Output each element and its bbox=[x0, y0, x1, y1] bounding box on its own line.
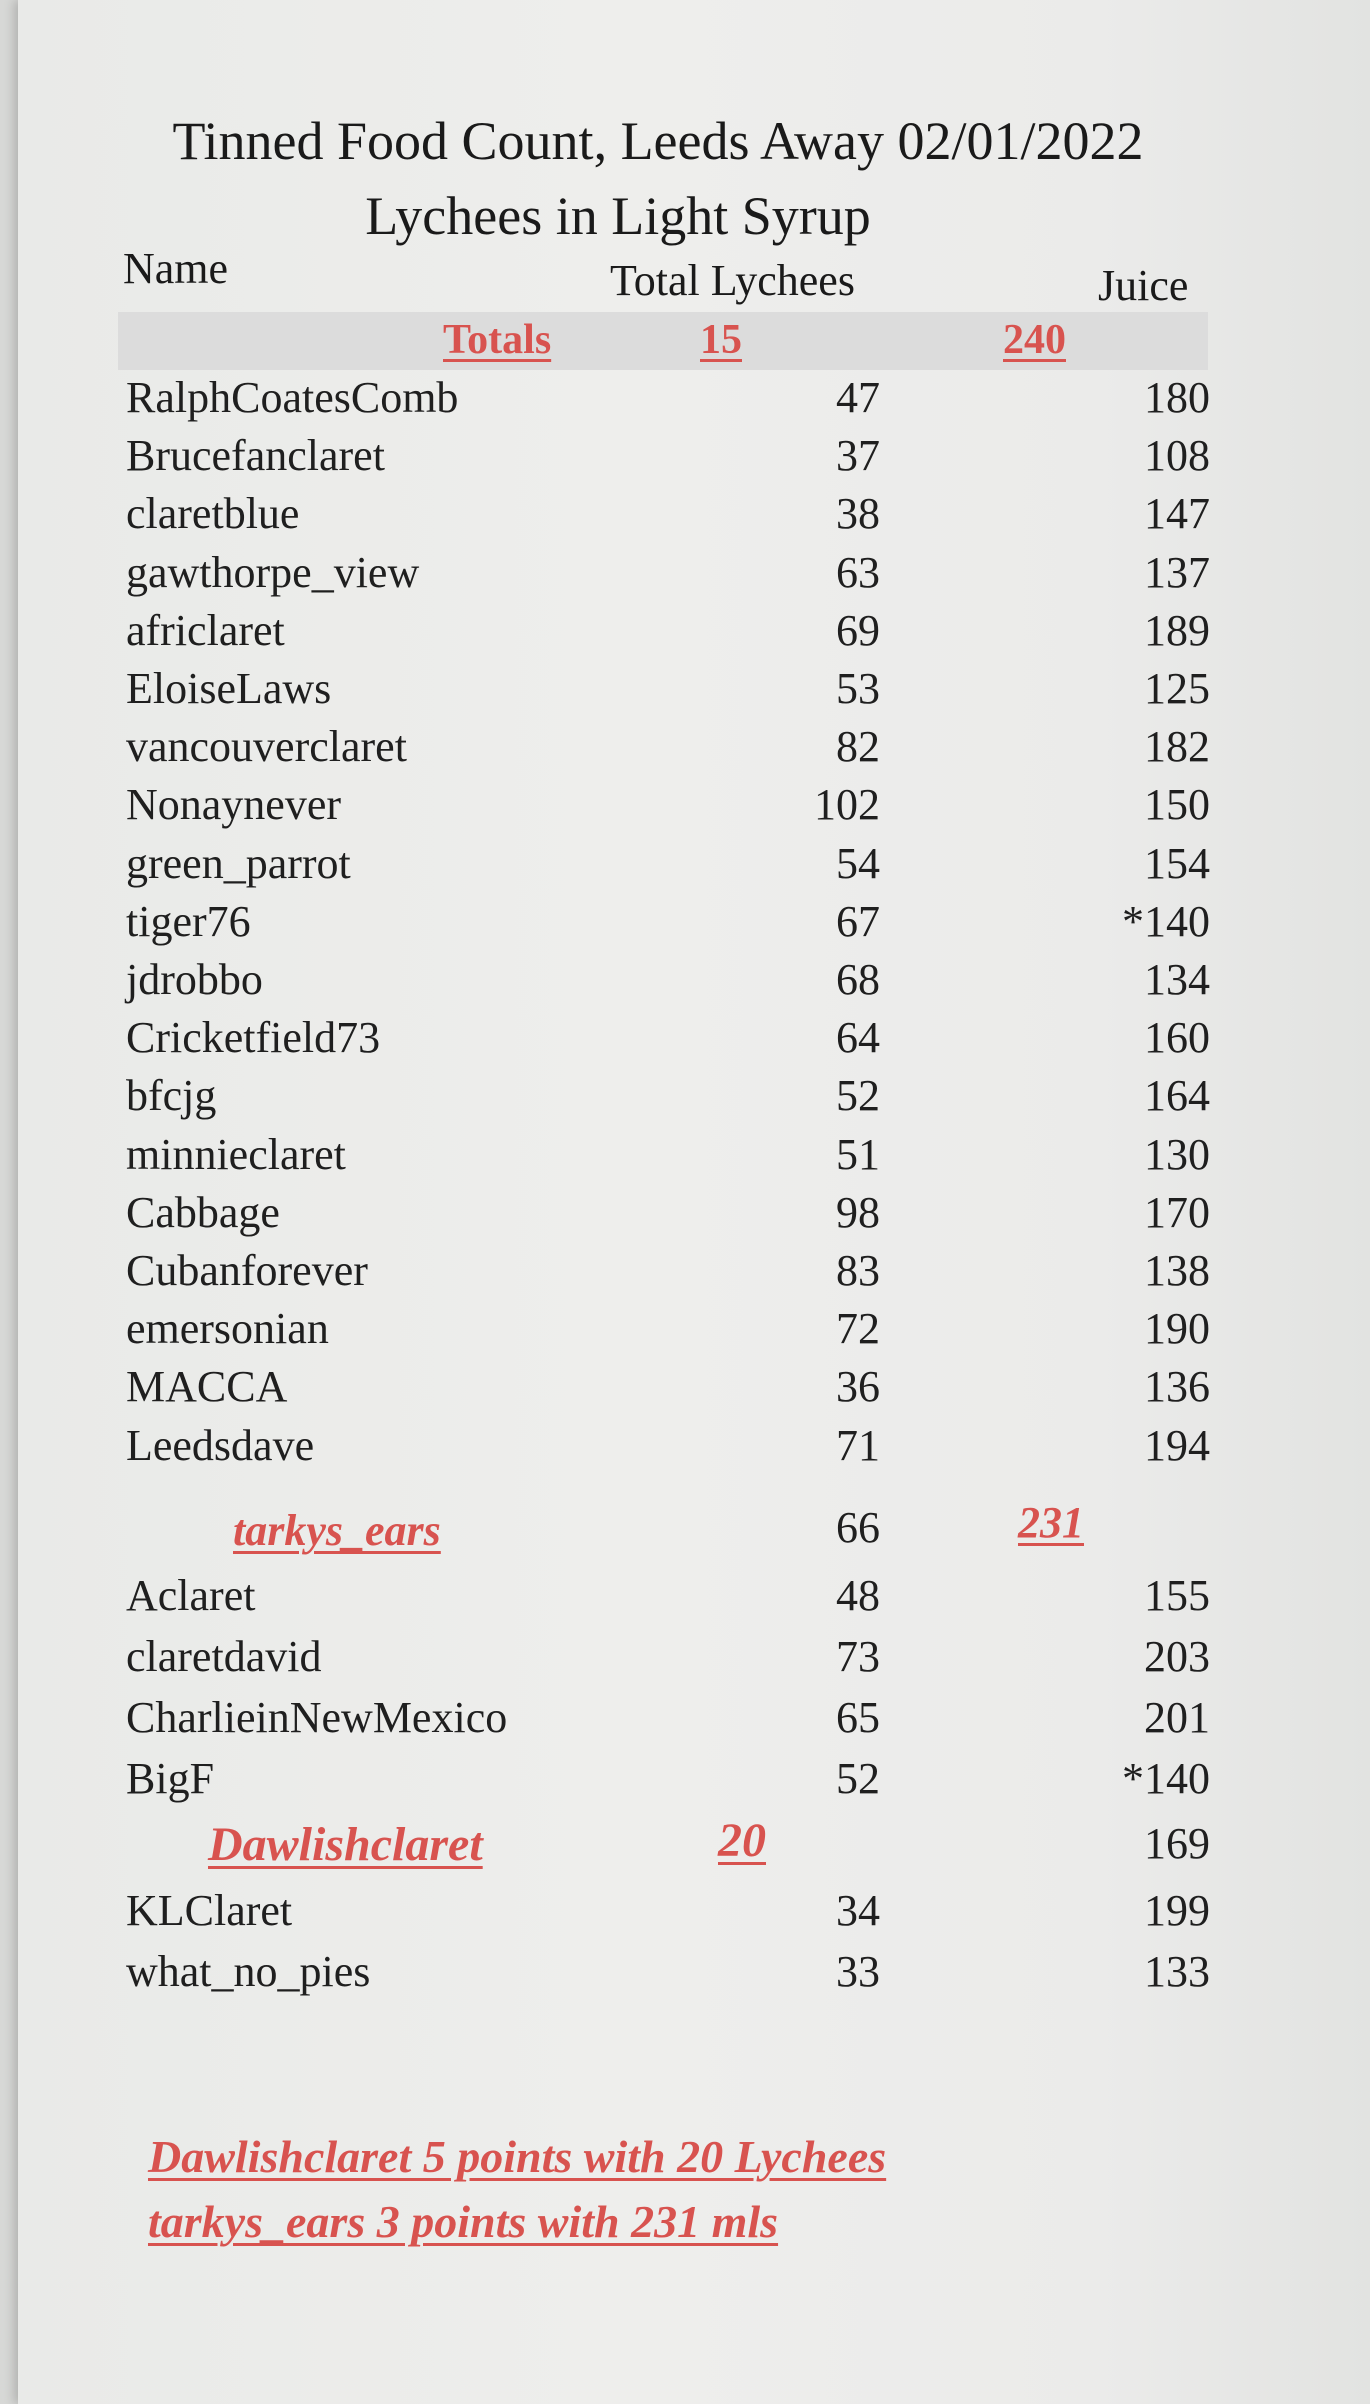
row-juice: 170 bbox=[1144, 1187, 1210, 1237]
row-name: tiger76 bbox=[126, 896, 251, 946]
row-juice: *140 bbox=[1122, 1754, 1210, 1803]
footer-result-2: tarkys_ears 3 points with 231 mls bbox=[148, 2196, 779, 2247]
row-juice: 138 bbox=[1144, 1246, 1210, 1295]
row-name: Leedsdave bbox=[126, 1420, 315, 1470]
row-lychees: 73 bbox=[836, 1632, 880, 1681]
row-juice: 203 bbox=[1144, 1632, 1210, 1681]
row-juice: 136 bbox=[1144, 1362, 1210, 1412]
table-row bbox=[18, 1129, 1370, 1187]
row-juice: 154 bbox=[1144, 838, 1210, 888]
row-juice: 130 bbox=[1144, 1129, 1210, 1179]
totals-label: Totals bbox=[443, 317, 552, 363]
row-lychees: 52 bbox=[836, 1071, 880, 1121]
row-lychees: 64 bbox=[836, 1013, 880, 1063]
row-lychees: 33 bbox=[836, 1947, 880, 1996]
row-lychees: 47 bbox=[836, 373, 880, 422]
table-row bbox=[18, 1303, 1370, 1361]
table-row bbox=[18, 779, 1370, 837]
row-name: claretblue bbox=[126, 489, 300, 539]
row-juice: 180 bbox=[1144, 373, 1210, 422]
row-lychees: 34 bbox=[836, 1886, 880, 1935]
row-name: MACCA bbox=[126, 1362, 288, 1412]
highlight-lychees-tarkys: 66 bbox=[836, 1503, 880, 1552]
table-row bbox=[18, 1946, 1370, 2004]
row-name: minnieclaret bbox=[126, 1129, 346, 1179]
table-row bbox=[18, 1753, 1370, 1811]
table-row bbox=[18, 1692, 1370, 1750]
row-juice: *140 bbox=[1122, 896, 1210, 946]
row-name: vancouverclaret bbox=[126, 722, 407, 772]
row-name: CharlieinNewMexico bbox=[126, 1693, 508, 1742]
highlight-lychees-dawlish: 20 bbox=[718, 1814, 766, 1867]
row-lychees: 67 bbox=[836, 896, 880, 946]
row-name: Cabbage bbox=[126, 1187, 280, 1237]
row-juice: 194 bbox=[1144, 1420, 1210, 1470]
table-row bbox=[18, 838, 1370, 896]
row-juice: 125 bbox=[1144, 664, 1210, 713]
totals-lychees: 15 bbox=[700, 317, 742, 363]
table-row bbox=[18, 1361, 1370, 1419]
table-row bbox=[18, 1420, 1370, 1478]
row-lychees: 72 bbox=[836, 1304, 880, 1354]
row-juice: 160 bbox=[1144, 1013, 1210, 1063]
table-row bbox=[18, 605, 1370, 663]
row-juice: 155 bbox=[1144, 1571, 1210, 1620]
row-name: RalphCoatesComb bbox=[126, 373, 459, 422]
row-lychees: 71 bbox=[836, 1420, 880, 1470]
table-row bbox=[18, 721, 1370, 779]
row-juice: 134 bbox=[1144, 955, 1210, 1004]
table-row bbox=[18, 1885, 1370, 1943]
table-row bbox=[18, 1187, 1370, 1245]
row-juice: 108 bbox=[1144, 431, 1210, 481]
page-subtitle: Lychees in Light Syrup bbox=[365, 186, 871, 246]
table-row bbox=[18, 430, 1370, 488]
row-lychees: 53 bbox=[836, 664, 880, 713]
row-name: EloiseLaws bbox=[126, 664, 332, 713]
row-lychees: 54 bbox=[836, 838, 880, 888]
row-lychees: 38 bbox=[836, 489, 880, 539]
row-name: KLClaret bbox=[126, 1886, 293, 1935]
row-name: africlaret bbox=[126, 605, 285, 655]
row-name: Aclaret bbox=[126, 1571, 256, 1620]
table-row bbox=[18, 372, 1370, 430]
row-lychees: 36 bbox=[836, 1362, 880, 1412]
row-lychees: 68 bbox=[836, 955, 880, 1004]
table-row bbox=[18, 488, 1370, 546]
row-name: BigF bbox=[126, 1754, 215, 1803]
row-name: Brucefanclaret bbox=[126, 431, 385, 481]
footer-result-1: Dawlishclaret 5 points with 20 Lychees bbox=[148, 2131, 887, 2182]
row-lychees: 82 bbox=[836, 722, 880, 772]
row-juice: 137 bbox=[1144, 547, 1210, 597]
row-juice: 201 bbox=[1144, 1693, 1210, 1742]
row-juice: 150 bbox=[1144, 780, 1210, 830]
table-row bbox=[18, 1012, 1370, 1070]
row-juice: 182 bbox=[1144, 722, 1210, 772]
table-row bbox=[18, 896, 1370, 954]
row-name: emersonian bbox=[126, 1304, 329, 1354]
table-row bbox=[18, 954, 1370, 1012]
row-lychees: 65 bbox=[836, 1693, 880, 1742]
table-row bbox=[18, 1631, 1370, 1689]
row-name: jdrobbo bbox=[126, 955, 263, 1004]
row-lychees: 98 bbox=[836, 1187, 880, 1237]
row-juice: 133 bbox=[1144, 1947, 1210, 1996]
column-header-total-lychees: Total Lychees bbox=[610, 256, 855, 305]
highlight-name-dawlish: Dawlishclaret bbox=[208, 1818, 483, 1871]
row-lychees: 102 bbox=[814, 780, 880, 830]
row-lychees: 63 bbox=[836, 547, 880, 597]
row-lychees: 51 bbox=[836, 1129, 880, 1179]
table-row bbox=[18, 1070, 1370, 1128]
highlight-name-tarkys: tarkys_ears bbox=[233, 1506, 441, 1555]
row-lychees: 48 bbox=[836, 1571, 880, 1620]
document-page bbox=[18, 0, 1370, 2404]
row-juice: 189 bbox=[1144, 605, 1210, 655]
table-row bbox=[18, 1570, 1370, 1628]
table-row bbox=[18, 663, 1370, 721]
totals-juice: 240 bbox=[1003, 317, 1066, 363]
row-juice: 199 bbox=[1144, 1886, 1210, 1935]
column-header-name: Name bbox=[123, 244, 229, 293]
row-name: Nonaynever bbox=[126, 780, 342, 830]
row-lychees: 52 bbox=[836, 1754, 880, 1803]
row-name: what_no_pies bbox=[126, 1947, 371, 1996]
table-row bbox=[18, 1245, 1370, 1303]
column-header-juice: Juice bbox=[1098, 261, 1189, 310]
row-juice: 147 bbox=[1144, 489, 1210, 539]
row-lychees: 69 bbox=[836, 605, 880, 655]
row-juice: 190 bbox=[1144, 1304, 1210, 1354]
table-row bbox=[18, 547, 1370, 605]
highlight-juice-dawlish: 169 bbox=[1144, 1819, 1210, 1868]
row-name: claretdavid bbox=[126, 1632, 322, 1681]
page-title: Tinned Food Count, Leeds Away 02/01/2022 bbox=[172, 111, 1144, 171]
highlight-juice-tarkys: 231 bbox=[1018, 1498, 1084, 1547]
row-name: gawthorpe_view bbox=[126, 547, 420, 597]
row-name: Cricketfield73 bbox=[126, 1013, 381, 1063]
row-juice: 164 bbox=[1144, 1071, 1210, 1121]
row-name: green_parrot bbox=[126, 838, 351, 888]
row-name: Cubanforever bbox=[126, 1246, 368, 1295]
row-lychees: 37 bbox=[836, 431, 880, 481]
row-name: bfcjg bbox=[126, 1071, 217, 1121]
row-lychees: 83 bbox=[836, 1246, 880, 1295]
